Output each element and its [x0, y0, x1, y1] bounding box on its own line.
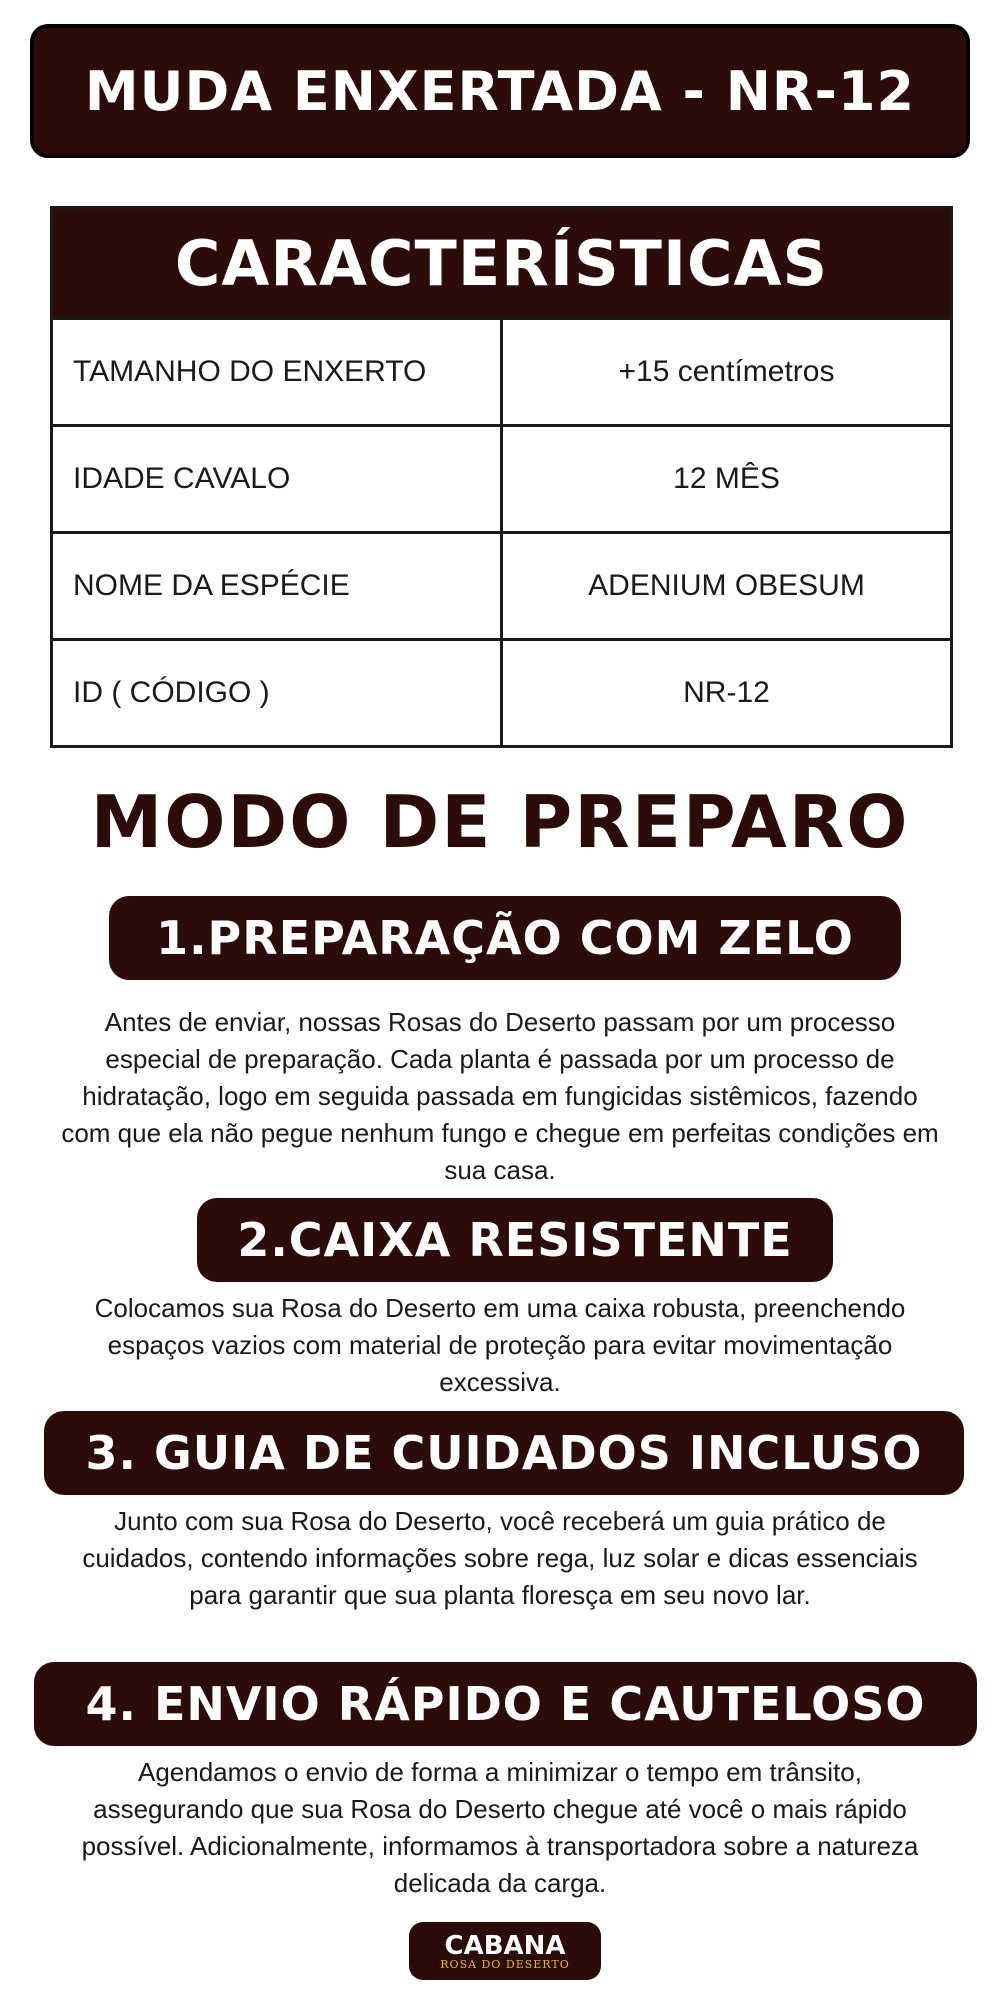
logo-tagline: ROSA DO DESERTO [440, 1957, 570, 1971]
step-3-title [44, 1411, 964, 1495]
preparo-heading: MODO DE PREPARO [90, 780, 910, 864]
spec-label: TAMANHO DO ENXERTO [52, 319, 502, 426]
step-3-text: Junto com sua Rosa do Deserto, você receberá um guia prático de cuidados, contendo informações sobre rega, luz solar e dicas essenciais para garantir que sua planta floresça em seu novo lar. [82, 1506, 918, 1610]
step-4-text: Agendamos o envio de forma a minimizar o tempo em trânsito, assegurando que sua Rosa do Deserto chegue até você o mais rápido possível. Adicionalmente, informamos à transportadora sobre a natureza delicada da carga. [81, 1757, 919, 1898]
table-row [52, 426, 952, 533]
step-title-text: 4. ENVIO RÁPIDO E CAUTELOSO [85, 1677, 926, 1731]
step-1-title [109, 896, 901, 980]
specs-header-row [52, 208, 952, 319]
step-1-text: Antes de enviar, nossas Rosas do Deserto passam por um processo especial de preparação. Cada planta é passada por um processo de hidratação, logo em seguida passada em fungicidas sistêmicos, fazendo com que ela não pegue nenhum fungo e chegue em perfeitas condições em sua casa. [61, 1007, 939, 1185]
step-2-text: Colocamos sua Rosa do Deserto em uma caixa robusta, preenchendo espaços vazios com material de proteção para evitar movimentação excessiva. [94, 1293, 906, 1397]
spec-value: 12 MÊS [502, 426, 952, 533]
brand-logo [409, 1922, 601, 1980]
step-title-text: 3. GUIA DE CUIDADOS INCLUSO [85, 1426, 923, 1480]
spec-value: ADENIUM OBESUM [502, 533, 952, 640]
table-row [52, 319, 952, 426]
step-4-title [34, 1662, 977, 1746]
banner-title: MUDA ENXERTADA - NR-12 [84, 59, 916, 123]
spec-label: ID ( CÓDIGO ) [52, 640, 502, 747]
logo-wordmark: CABANA [444, 1930, 566, 1961]
spec-value: NR-12 [502, 640, 952, 747]
specs-table [50, 206, 953, 748]
step-title-text: 1.PREPARAÇÃO COM ZELO [156, 911, 854, 965]
table-row [52, 640, 952, 747]
spec-label: NOME DA ESPÉCIE [52, 533, 502, 640]
spec-value: +15 centímetros [502, 319, 952, 426]
step-2-title [197, 1198, 833, 1282]
step-title-text: 2.CAIXA RESISTENTE [237, 1213, 793, 1267]
specs-heading: CARACTERÍSTICAS [52, 208, 952, 319]
table-row [52, 533, 952, 640]
title-banner [30, 24, 970, 158]
spec-label: IDADE CAVALO [52, 426, 502, 533]
